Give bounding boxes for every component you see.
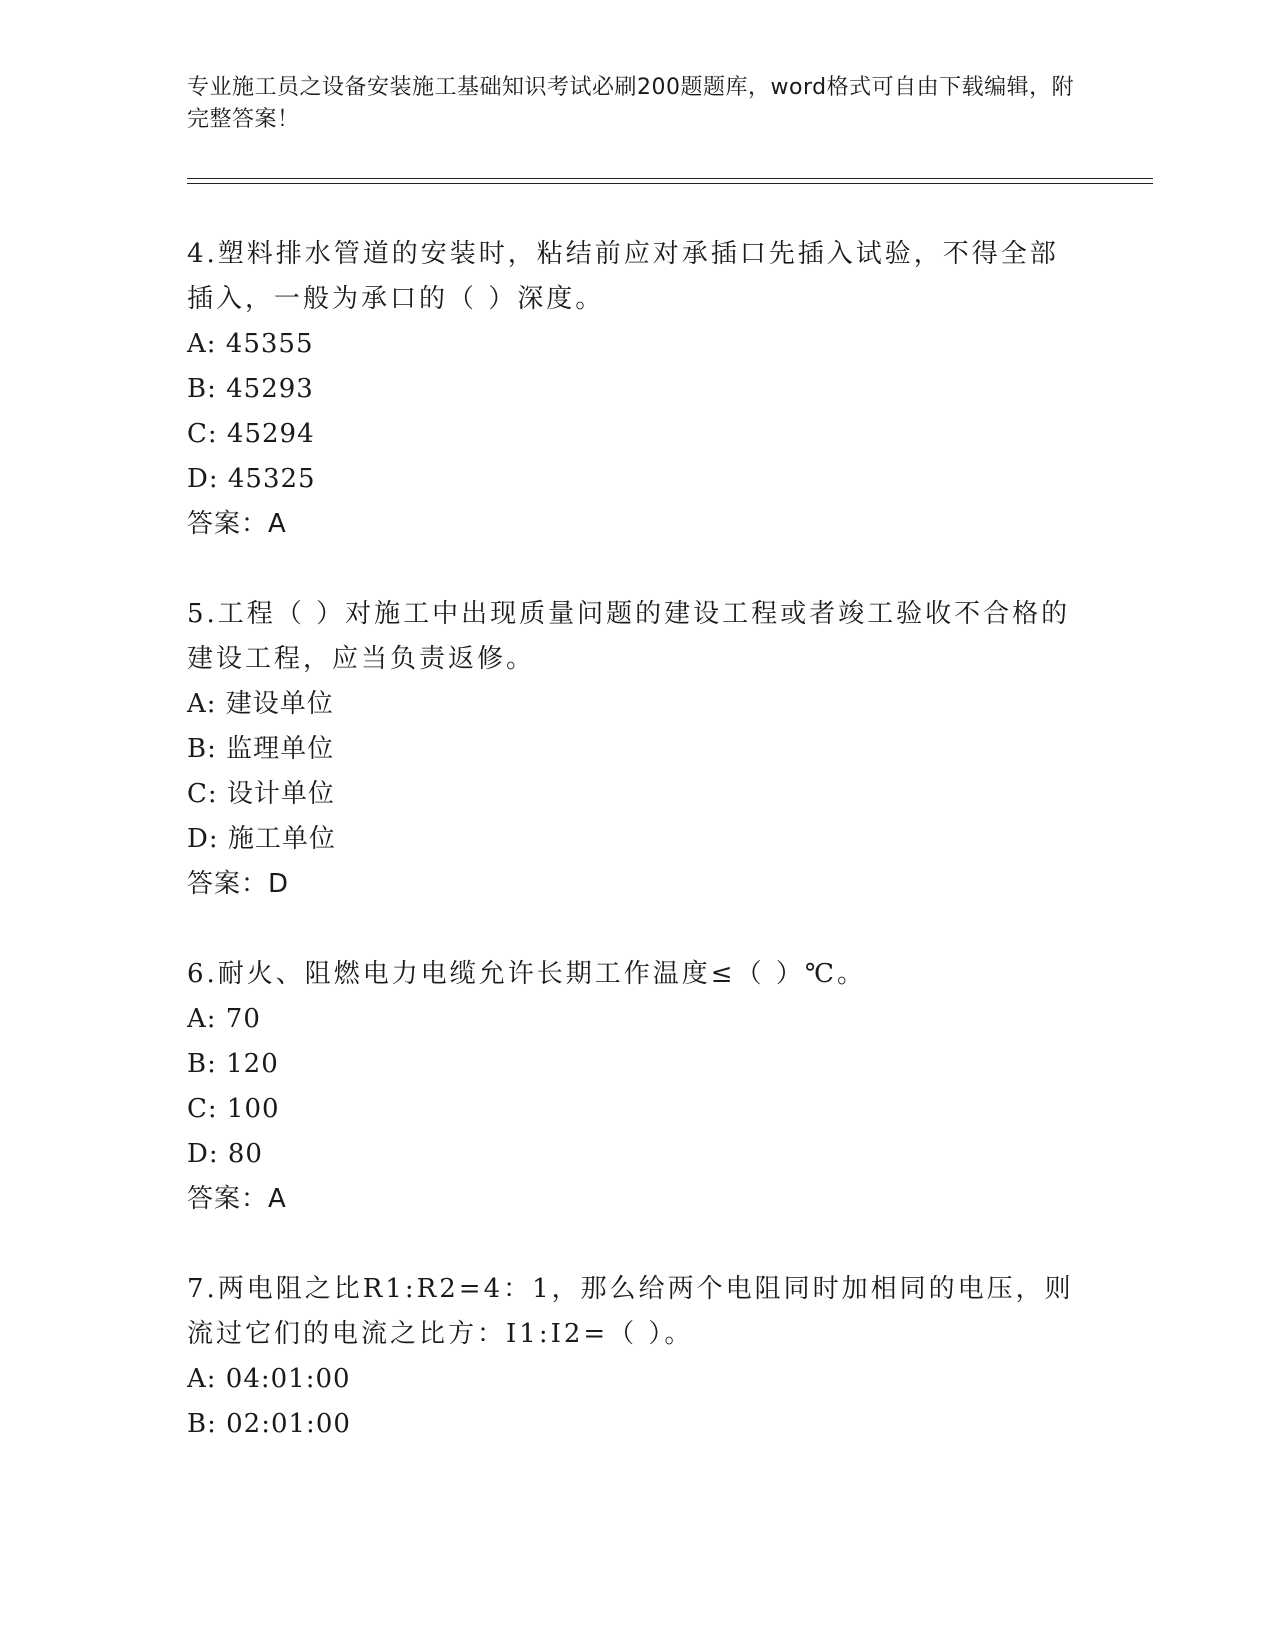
question-4 bbox=[187, 232, 1087, 547]
option-b: B: 02:01:00 bbox=[187, 1409, 351, 1439]
option-b: B: 120 bbox=[187, 1049, 279, 1079]
answer-line: 答案：A bbox=[187, 509, 287, 539]
question-stem: 4.塑料排水管道的安装时，粘结前应对承插口先插入试验，不得全部插入，一般为承口的（ ）深度。 bbox=[187, 239, 1059, 314]
answer-line: 答案：A bbox=[187, 1184, 287, 1214]
question-stem: 7.两电阻之比R1:R2=4：1，那么给两个电阻同时加相同的电压，则流过它们的电流之比方：I1:I2=（ ）。 bbox=[187, 1274, 1074, 1349]
question-5 bbox=[187, 592, 1087, 907]
option-c: C: 45294 bbox=[187, 419, 315, 449]
document-header: 专业施工员之设备安装施工基础知识考试必刷200题题库，word格式可自由下载编辑，附完整答案！ bbox=[187, 75, 1075, 132]
header-rule-bottom bbox=[187, 183, 1153, 184]
option-b: B: 监理单位 bbox=[187, 734, 335, 764]
question-stem: 6.耐火、阻燃电力电缆允许长期工作温度≤（ ）℃。 bbox=[187, 959, 866, 989]
option-d: D: 80 bbox=[187, 1139, 263, 1169]
option-b: B: 45293 bbox=[187, 374, 314, 404]
option-a: A: 70 bbox=[187, 1004, 261, 1034]
option-c: C: 设计单位 bbox=[187, 779, 335, 809]
answer-line: 答案：D bbox=[187, 869, 290, 899]
option-a: A: 45355 bbox=[187, 329, 314, 359]
option-d: D: 45325 bbox=[187, 464, 316, 494]
option-c: C: 100 bbox=[187, 1094, 280, 1124]
option-a: A: 04:01:00 bbox=[187, 1364, 351, 1394]
question-list bbox=[187, 232, 1087, 1492]
option-a: A: 建设单位 bbox=[187, 689, 334, 719]
question-7 bbox=[187, 1267, 1087, 1447]
header-rule-top bbox=[187, 178, 1153, 179]
question-6 bbox=[187, 952, 1087, 1222]
question-stem: 5.工程（ ）对施工中出现质量问题的建设工程或者竣工验收不合格的建设工程，应当负责返修。 bbox=[187, 599, 1071, 674]
option-d: D: 施工单位 bbox=[187, 824, 336, 854]
